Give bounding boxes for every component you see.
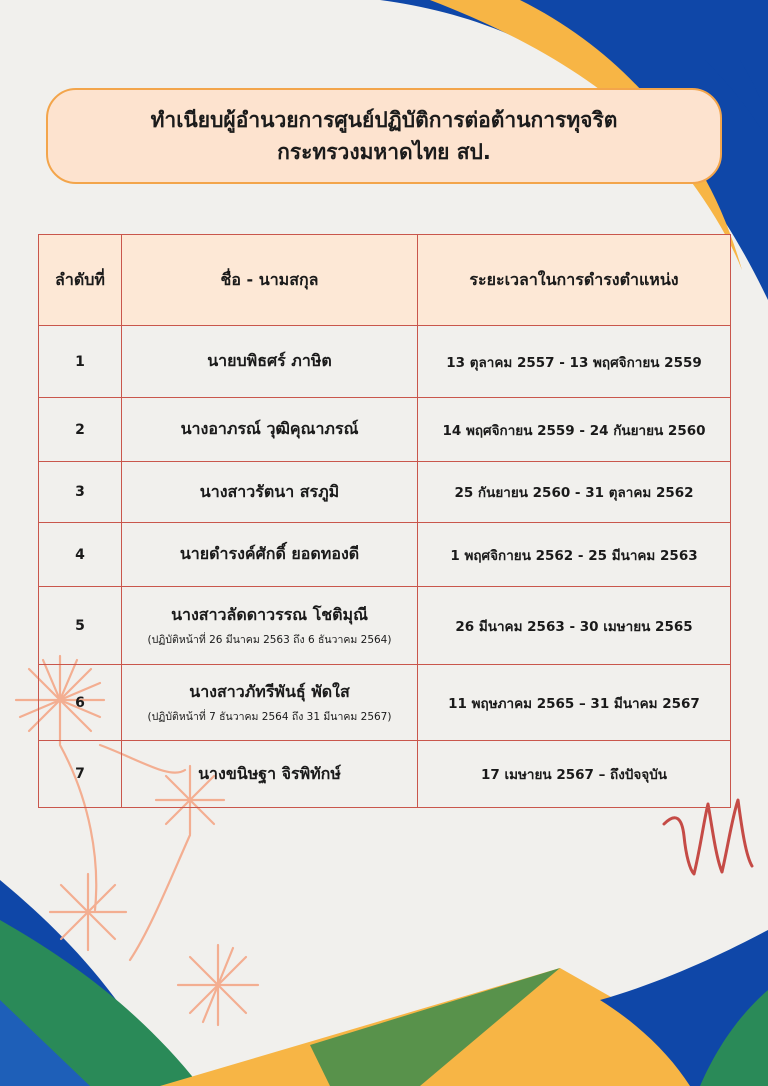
row-name: นายดำรงค์ศักดิ์ ยอดทองดี: [179, 544, 360, 563]
table-row: [39, 462, 731, 523]
row-name: นางขนิษฐา จิรพิทักษ์: [198, 763, 341, 783]
table-header-row: [39, 235, 731, 326]
row-name: นางสาวลัดดาวรรณ โชติมุณี: [171, 605, 368, 624]
table-row: [39, 326, 731, 398]
row-no: 2: [39, 398, 122, 462]
row-name-cell: [122, 741, 418, 808]
row-term: 11 พฤษภาคม 2565 – 31 มีนาคม 2567: [418, 665, 731, 741]
table-row: [39, 665, 731, 741]
row-no: 6: [39, 665, 122, 741]
header-term: ระยะเวลาในการดำรงตำแหน่ง: [418, 235, 731, 326]
row-name: นายบพิธศร์ ภาษิต: [207, 351, 332, 370]
title-line-2: กระทรวงมหาดไทย สป.: [277, 140, 491, 164]
row-name: นางสาวรัตนา สรภูมิ: [199, 481, 340, 501]
row-no: 1: [39, 326, 122, 398]
row-name-cell: [122, 587, 418, 665]
table-row: [39, 523, 731, 587]
row-term: 13 ตุลาคม 2557 - 13 พฤศจิกายน 2559: [418, 326, 731, 398]
row-term: 1 พฤศจิกายน 2562 - 25 มีนาคม 2563: [418, 523, 731, 587]
row-term: 17 เมษายน 2567 – ถึงปัจจุบัน: [418, 741, 731, 808]
row-no: 3: [39, 462, 122, 523]
row-name: นางอาภรณ์ วุฒิคุณาภรณ์: [180, 419, 359, 438]
row-name: นางสาวภัทรีพันธุ์ พัดใส: [189, 682, 350, 701]
row-term: 25 กันยายน 2560 - 31 ตุลาคม 2562: [418, 462, 731, 523]
row-no: 7: [39, 741, 122, 808]
row-name-cell: [122, 326, 418, 398]
title-line-1: ทำเนียบผู้อำนวยการศูนย์ปฏิบัติการต่อต้านการทุจริต: [150, 108, 618, 132]
row-name-cell: [122, 523, 418, 587]
red-scribble-decoration: [664, 800, 752, 874]
header-name: ชื่อ - นามสกุล: [122, 235, 418, 326]
row-no: 4: [39, 523, 122, 587]
row-name-cell: [122, 665, 418, 741]
header-no: ลำดับที่: [39, 235, 122, 326]
table-row: [39, 741, 731, 808]
row-term: 14 พฤศจิกายน 2559 - 24 กันยายน 2560: [418, 398, 731, 462]
row-term: 26 มีนาคม 2563 - 30 เมษายน 2565: [418, 587, 731, 665]
row-note: (ปฏิบัติหน้าที่ 26 มีนาคม 2563 ถึง 6 ธันวาคม 2564): [147, 634, 392, 646]
title-box: [46, 88, 722, 184]
table-row: [39, 398, 731, 462]
row-note: (ปฏิบัติหน้าที่ 7 ธันวาคม 2564 ถึง 31 มีนาคม 2567): [147, 711, 392, 723]
directors-table: [38, 234, 731, 808]
row-name-cell: [122, 398, 418, 462]
table-row: [39, 587, 731, 665]
row-name-cell: [122, 462, 418, 523]
row-no: 5: [39, 587, 122, 665]
